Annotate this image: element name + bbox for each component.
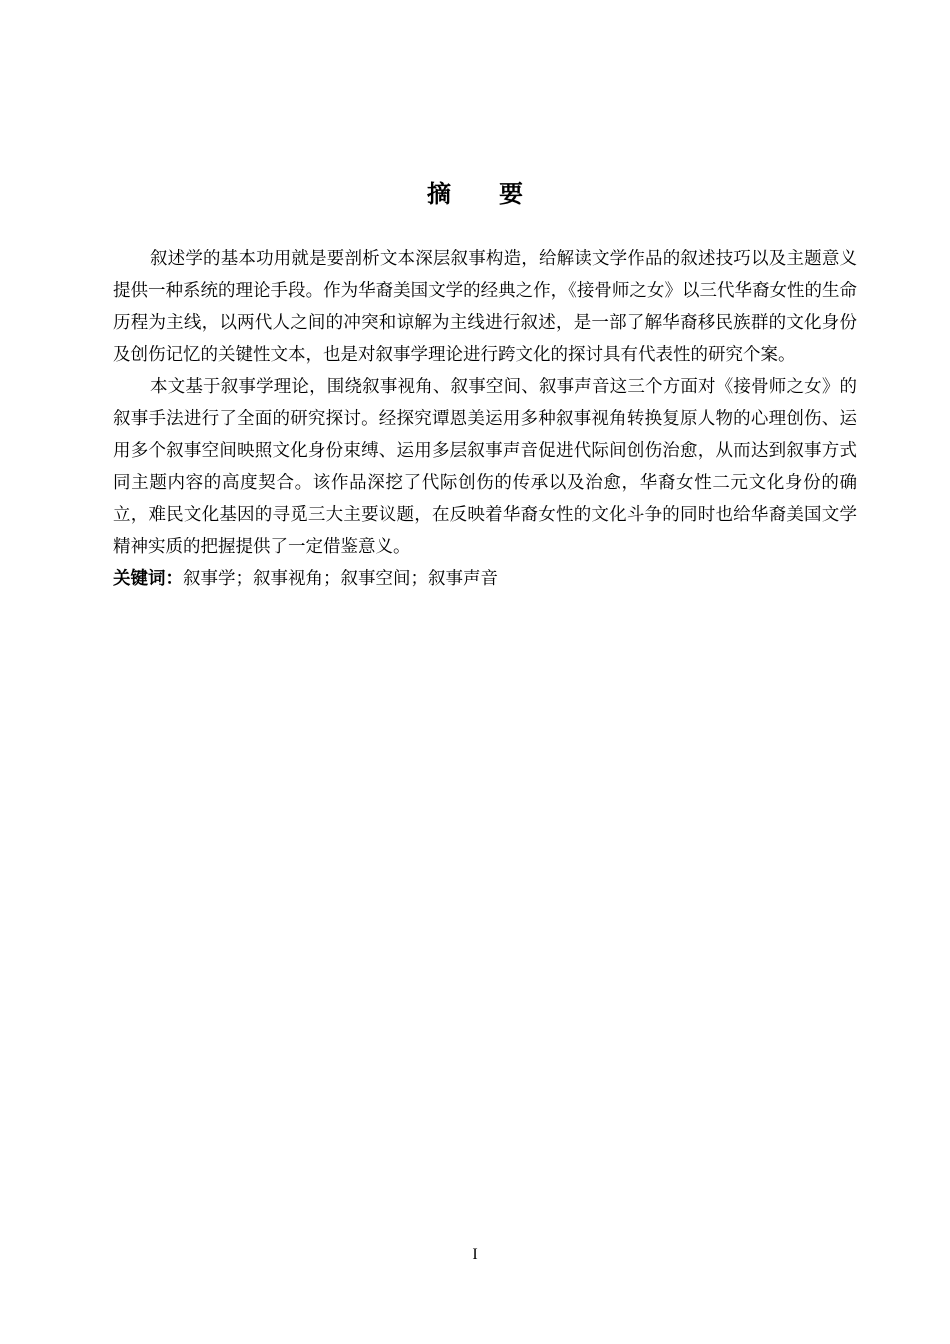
abstract-body [113,243,857,595]
abstract-paragraph: 本文基于叙事学理论，围绕叙事视角、叙事空间、叙事声音这三个方面对《接骨师之女》的叙事手法进行了全面的研究探讨。经探究谭恩美运用多种叙事视角转换复原人物的心理创伤、运用多个叙事空间映照文化身份束缚、运用多层叙事声音促进代际间创伤治愈，从而达到叙事方式同主题内容的高度契合。该作品深挖了代际创伤的传承以及治愈，华裔女性二元文化身份的确立，难民文化基因的寻觅三大主要议题，在反映着华裔女性的文化斗争的同时也给华裔美国文学精神实质的把握提供了一定借鉴意义。 [113,377,857,557]
page-title: 摘要 [427,180,571,208]
keywords-line [113,563,857,595]
keywords-label: 关键词： [113,569,183,589]
keywords-list: 叙事学；叙事视角；叙事空间；叙事声音 [183,569,498,589]
page-number: I [472,1246,478,1263]
abstract-paragraph: 叙述学的基本功用就是要剖析文本深层叙事构造，给解读文学作品的叙述技巧以及主题意义提供一种系统的理论手段。作为华裔美国文学的经典之作，《接骨师之女》以三代华裔女性的生命历程为主线，以两代人之间的冲突和谅解为主线进行叙述，是一部了解华裔移民族群的文化身份及创伤记忆的关键性文本，也是对叙事学理论进行跨文化的探讨具有代表性的研究个案。 [113,249,857,365]
